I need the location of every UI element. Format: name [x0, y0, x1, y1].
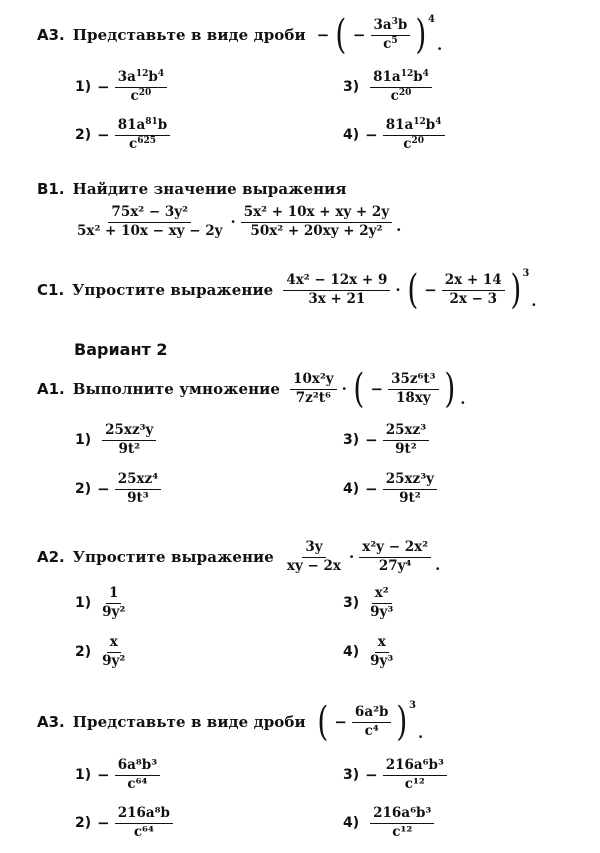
fraction-1: $\frac{\text{4x² − 12x + 9}}{3x + 21}$ [283, 273, 390, 307]
option-3: 3) $\frac{81a^{12}b^4}{c^{20}}$ [343, 70, 434, 104]
task-a2-v2: А2. Упростите выражение $\frac{3y}{xy - 2x}$ · $\frac{\text{x²y − 2x²}}{\text{27y⁴}}$ . [37, 538, 441, 574]
task-text: Выполните умножение [72, 380, 281, 398]
task-a3-v2: А3. Представьте в виде дроби ( − $\frac{\text{6a²b}}{\text{c⁴}}$ ) 3 . [37, 699, 424, 745]
task-text: Представьте в виде дроби [72, 713, 306, 731]
task-b1-v1 [37, 180, 355, 198]
multiply-sign: · [230, 213, 236, 232]
left-paren: ( [335, 12, 347, 58]
option-1: 1) $\frac{1}{\text{9y²}}$ [75, 585, 126, 620]
left-paren: ( [353, 366, 365, 412]
option-1: 1) − $\frac{\text{6a⁸b³}}{\text{c⁶⁴}}$ [75, 758, 162, 792]
task-label: А3. [37, 26, 65, 44]
task-label: B1. [37, 180, 65, 198]
option-4: 4) $\frac{\text{216a⁶b³}}{\text{c¹²}}$ [343, 806, 436, 840]
task-label: А2. [37, 548, 65, 566]
task-text: Упростите выражение [72, 548, 274, 566]
option-1: 1) − $\frac{3a^{12}b^4}{c^{20}}$ [75, 70, 169, 104]
fraction-2: $\frac{2x + 14}{2x - 3}$ [442, 273, 505, 307]
task-label: C1. [37, 281, 65, 299]
option-2: 2) − $\frac{\text{25xz⁴}}{\text{9t³}}$ [75, 472, 163, 506]
task-c1-v1: C1. Упростите выражение $\frac{\text{4x² − 12x + 9}}{3x + 21}$ · ( − $\frac{2x + 14}{2x - 3}$ ) 3 . [37, 267, 537, 313]
option-2: 2) $\frac{x}{\text{9y²}}$ [75, 634, 126, 669]
right-paren: ) [443, 366, 455, 412]
task-text: Найдите значение выражения [72, 180, 347, 198]
fraction-2: $\frac{\text{x²y − 2x²}}{\text{27y⁴}}$ [359, 540, 431, 574]
fraction-1: $\frac{\text{10x²y}}{\text{7z²t⁶}}$ [290, 372, 337, 406]
right-paren: ) [415, 12, 427, 58]
option-3: 3) − $\frac{\text{25xz³}}{\text{9t²}}$ [343, 423, 431, 457]
variant-heading: Вариант 2 [74, 340, 168, 359]
fraction: $\frac{3a^3b}{c^5}$ [371, 18, 411, 52]
task-text: Представьте в виде дроби [72, 26, 306, 44]
fraction-1: $\frac{\text{75x² − 3y²}}{\text{5x² + 10x − xy − 2y}}$ [77, 204, 223, 239]
end-dot: . [436, 36, 443, 54]
left-paren: ( [317, 699, 329, 745]
right-paren: ) [396, 699, 408, 745]
task-a1-v2: А1. Выполните умножение $\frac{\text{10x²y}}{\text{7z²t⁶}}$ · ( − $\frac{\text{35z⁶t³}}{18xy}$ ) . [37, 366, 466, 412]
option-3: 3) − $\frac{\text{216a⁶b³}}{\text{c¹²}}$ [343, 758, 449, 792]
fraction-2: $\frac{\text{35z⁶t³}}{18xy}$ [388, 372, 439, 406]
left-paren: ( [406, 267, 418, 313]
option-3: 3) $\frac{\text{x²}}{\text{9y³}}$ [343, 585, 394, 620]
fraction: $\frac{\text{6a²b}}{\text{c⁴}}$ [352, 705, 392, 739]
minus-sign: − [316, 26, 330, 44]
task-a3-v1 [37, 12, 442, 58]
option-4: 4) $\frac{x}{\text{9y³}}$ [343, 634, 394, 669]
option-1: 1) $\frac{\text{25xz³y}}{\text{9t²}}$ [75, 423, 158, 457]
fraction-1: $\frac{3y}{xy - 2x}$ [286, 538, 341, 574]
option-2: 2) − $\frac{81a^{81}b}{c^{625}}$ [75, 118, 172, 152]
inner-minus-sign: − [352, 26, 366, 44]
option-4: 4) − $\frac{\text{25xz³y}}{\text{9t²}}$ [343, 472, 439, 506]
task-text: Упростите выражение [72, 281, 274, 299]
task-label: А3. [37, 713, 65, 731]
power: 4 [427, 14, 435, 25]
task-label: А1. [37, 380, 65, 398]
right-paren: ) [510, 267, 521, 313]
option-2: 2) − $\frac{\text{216a⁸b}}{\text{c⁶⁴}}$ [75, 806, 175, 840]
fraction-2: $\frac{\text{5x² + 10x + xy + 2y}}{\text{50x² + 20xy + 2y²}}$ [241, 205, 392, 239]
option-4: 4) − $\frac{81a^{12}b^4}{c^{20}}$ [343, 118, 447, 152]
b1-expression: $\frac{\text{75x² − 3y²}}{\text{5x² + 10x − xy − 2y}}$ · $\frac{\text{5x² + 10x + xy + 2y}}{\text{50x² + 20xy + 2y²}}$ . [72, 205, 401, 239]
